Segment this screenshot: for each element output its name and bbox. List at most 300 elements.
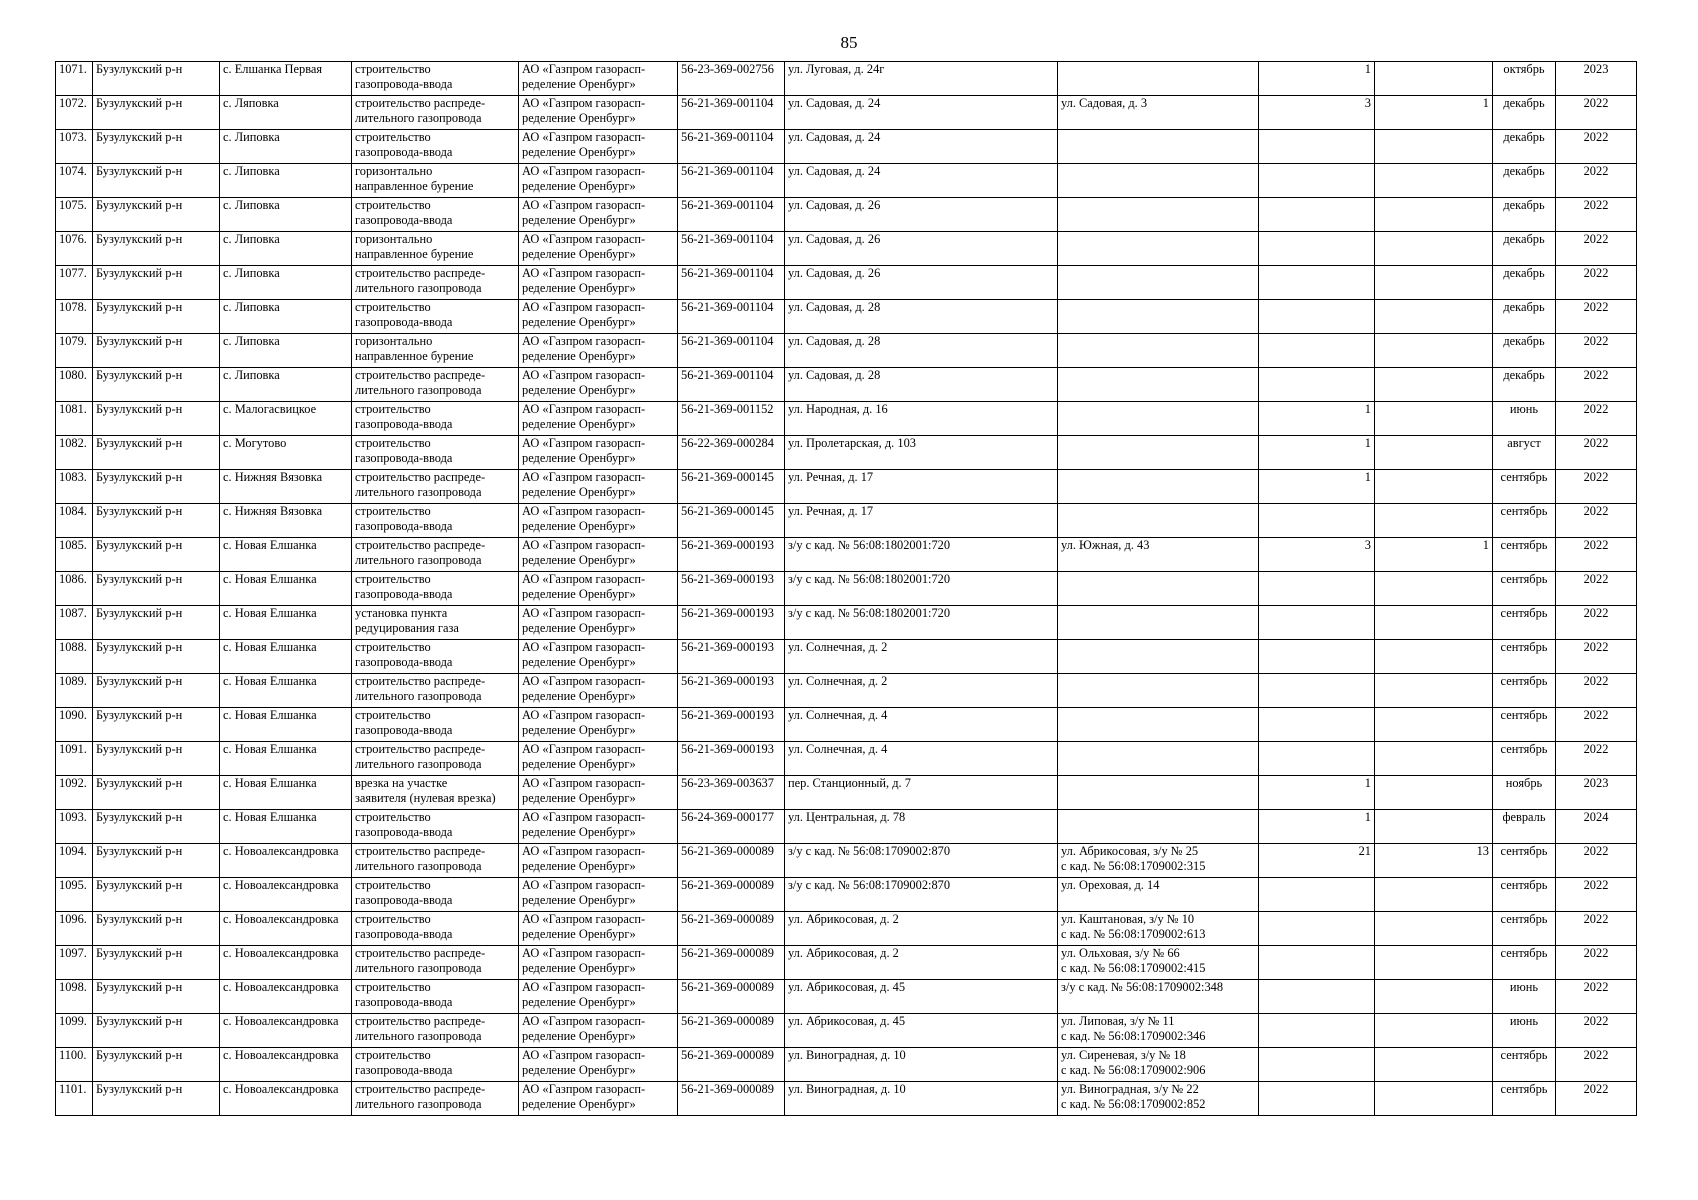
year-cell: 2022 (1556, 708, 1637, 742)
row-number-cell: 1078. (56, 300, 93, 334)
connection-address-cell (1058, 980, 1259, 1014)
count-a-cell (1259, 130, 1375, 164)
organization-cell (519, 606, 678, 640)
district-cell: Бузулукский р-н (93, 912, 220, 946)
count-b-cell (1375, 980, 1493, 1014)
count-b-cell (1375, 470, 1493, 504)
month-cell: сентябрь (1493, 878, 1556, 912)
work-type-line-1: строительство распреде- (355, 742, 486, 756)
year-cell: 2022 (1556, 640, 1637, 674)
work-type-line-2: газопровода-ввода (355, 722, 453, 737)
connection-address-cell (1058, 470, 1259, 504)
organization-cell (519, 334, 678, 368)
connection-address-line-1: ул. Виноградная, з/у № 22 (1061, 1082, 1199, 1096)
object-code-cell: 56-23-369-003637 (678, 776, 785, 810)
month-cell: сентябрь (1493, 912, 1556, 946)
count-b-cell (1375, 640, 1493, 674)
organization-line-2: ределение Оренбург» (522, 586, 636, 601)
object-code-cell: 56-21-369-000089 (678, 878, 785, 912)
row-number-cell: 1072. (56, 96, 93, 130)
organization-cell (519, 368, 678, 402)
work-type-cell (352, 708, 519, 742)
connection-address-line-2: с кад. № 56:08:1709002:315 (1061, 858, 1206, 873)
work-type-cell (352, 436, 519, 470)
connection-address-cell (1058, 368, 1259, 402)
year-cell: 2022 (1556, 300, 1637, 334)
month-cell: декабрь (1493, 198, 1556, 232)
month-cell: сентябрь (1493, 572, 1556, 606)
organization-line-1: АО «Газпром газорасп- (522, 470, 646, 484)
year-cell: 2023 (1556, 62, 1637, 96)
connection-address-cell (1058, 674, 1259, 708)
locality-cell: с. Новая Елшанка (220, 674, 352, 708)
work-type-line-1: строительство распреде- (355, 844, 486, 858)
work-type-line-1: строительство распреде- (355, 266, 486, 280)
organization-line-2: ределение Оренбург» (522, 552, 636, 567)
work-type-cell (352, 1082, 519, 1116)
count-b-cell (1375, 164, 1493, 198)
district-cell: Бузулукский р-н (93, 368, 220, 402)
connection-address-line-1: ул. Ореховая, д. 14 (1061, 878, 1160, 892)
year-cell: 2022 (1556, 96, 1637, 130)
connection-address-cell (1058, 606, 1259, 640)
count-a-cell: 1 (1259, 62, 1375, 96)
object-code-cell: 56-21-369-000193 (678, 572, 785, 606)
organization-line-2: ределение Оренбург» (522, 790, 636, 805)
district-cell: Бузулукский р-н (93, 164, 220, 198)
count-a-cell (1259, 198, 1375, 232)
work-type-line-2: лительного газопровода (355, 1028, 482, 1043)
organization-line-2: ределение Оренбург» (522, 382, 636, 397)
district-cell: Бузулукский р-н (93, 674, 220, 708)
locality-cell: с. Новая Елшанка (220, 572, 352, 606)
month-cell: февраль (1493, 810, 1556, 844)
organization-line-2: ределение Оренбург» (522, 620, 636, 635)
district-cell: Бузулукский р-н (93, 470, 220, 504)
row-number-cell: 1077. (56, 266, 93, 300)
connection-address-cell (1058, 504, 1259, 538)
address-cell: ул. Речная, д. 17 (785, 470, 1058, 504)
locality-cell: с. Новая Елшанка (220, 538, 352, 572)
work-type-line-1: горизонтально (355, 334, 433, 348)
address-cell: ул. Садовая, д. 28 (785, 334, 1058, 368)
month-cell: декабрь (1493, 300, 1556, 334)
table-row (56, 1048, 1637, 1082)
organization-line-2: ределение Оренбург» (522, 246, 636, 261)
organization-line-1: АО «Газпром газорасп- (522, 844, 646, 858)
locality-cell: с. Новоалександровка (220, 912, 352, 946)
object-code-cell: 56-21-369-000089 (678, 1082, 785, 1116)
district-cell: Бузулукский р-н (93, 606, 220, 640)
organization-line-1: АО «Газпром газорасп- (522, 96, 646, 110)
object-code-cell: 56-21-369-000089 (678, 844, 785, 878)
organization-cell (519, 946, 678, 980)
connection-address-cell (1058, 1014, 1259, 1048)
count-a-cell (1259, 266, 1375, 300)
work-type-line-1: строительство (355, 402, 431, 416)
work-type-cell (352, 606, 519, 640)
month-cell: сентябрь (1493, 470, 1556, 504)
month-cell: июнь (1493, 1014, 1556, 1048)
district-cell: Бузулукский р-н (93, 62, 220, 96)
locality-cell: с. Малогасвицкое (220, 402, 352, 436)
table-row (56, 368, 1637, 402)
work-type-cell (352, 572, 519, 606)
work-type-cell (352, 164, 519, 198)
count-b-cell (1375, 1014, 1493, 1048)
organization-cell (519, 1048, 678, 1082)
month-cell: сентябрь (1493, 708, 1556, 742)
district-cell: Бузулукский р-н (93, 1048, 220, 1082)
count-a-cell (1259, 674, 1375, 708)
connection-address-line-1: ул. Южная, д. 43 (1061, 538, 1150, 552)
organization-line-2: ределение Оренбург» (522, 824, 636, 839)
organization-line-2: ределение Оренбург» (522, 348, 636, 363)
work-type-cell (352, 1048, 519, 1082)
address-cell: ул. Солнечная, д. 2 (785, 674, 1058, 708)
district-cell: Бузулукский р-н (93, 572, 220, 606)
organization-line-1: АО «Газпром газорасп- (522, 198, 646, 212)
object-code-cell: 56-21-369-001104 (678, 368, 785, 402)
count-a-cell: 3 (1259, 538, 1375, 572)
organization-line-1: АО «Газпром газорасп- (522, 878, 646, 892)
count-a-cell: 3 (1259, 96, 1375, 130)
year-cell: 2022 (1556, 368, 1637, 402)
locality-cell: с. Новоалександровка (220, 844, 352, 878)
connection-address-cell (1058, 572, 1259, 606)
district-cell: Бузулукский р-н (93, 300, 220, 334)
district-cell: Бузулукский р-н (93, 776, 220, 810)
organization-line-1: АО «Газпром газорасп- (522, 912, 646, 926)
work-type-line-2: лительного газопровода (355, 1096, 482, 1111)
year-cell: 2022 (1556, 946, 1637, 980)
work-type-line-2: газопровода-ввода (355, 144, 453, 159)
connection-address-cell (1058, 334, 1259, 368)
table-row (56, 810, 1637, 844)
work-type-line-2: заявителя (нулевая врезка) (355, 790, 496, 805)
count-a-cell: 1 (1259, 470, 1375, 504)
year-cell: 2022 (1556, 470, 1637, 504)
organization-line-1: АО «Газпром газорасп- (522, 1014, 646, 1028)
connection-address-cell (1058, 538, 1259, 572)
connection-address-cell (1058, 266, 1259, 300)
address-cell: ул. Виноградная, д. 10 (785, 1082, 1058, 1116)
connection-address-line-2: с кад. № 56:08:1709002:613 (1061, 926, 1206, 941)
table-row (56, 674, 1637, 708)
work-type-cell (352, 402, 519, 436)
locality-cell: с. Новая Елшанка (220, 776, 352, 810)
work-type-line-1: горизонтально (355, 164, 433, 178)
work-type-line-1: строительство (355, 810, 431, 824)
object-code-cell: 56-21-369-001104 (678, 232, 785, 266)
count-b-cell (1375, 266, 1493, 300)
address-cell: ул. Садовая, д. 28 (785, 368, 1058, 402)
organization-line-2: ределение Оренбург» (522, 722, 636, 737)
row-number-cell: 1076. (56, 232, 93, 266)
month-cell: сентябрь (1493, 674, 1556, 708)
object-code-cell: 56-23-369-002756 (678, 62, 785, 96)
work-type-line-1: строительство (355, 436, 431, 450)
work-type-line-1: строительство распреде- (355, 96, 486, 110)
object-code-cell: 56-21-369-001152 (678, 402, 785, 436)
count-a-cell: 1 (1259, 776, 1375, 810)
organization-cell (519, 640, 678, 674)
count-b-cell (1375, 1048, 1493, 1082)
work-type-line-2: газопровода-ввода (355, 994, 453, 1009)
work-type-line-2: газопровода-ввода (355, 586, 453, 601)
organization-line-1: АО «Газпром газорасп- (522, 232, 646, 246)
object-code-cell: 56-24-369-000177 (678, 810, 785, 844)
count-b-cell (1375, 1082, 1493, 1116)
object-code-cell: 56-21-369-000193 (678, 708, 785, 742)
locality-cell: с. Липовка (220, 164, 352, 198)
work-type-cell (352, 980, 519, 1014)
work-type-line-2: газопровода-ввода (355, 892, 453, 907)
count-b-cell (1375, 810, 1493, 844)
work-type-cell (352, 844, 519, 878)
organization-cell (519, 470, 678, 504)
work-type-line-2: газопровода-ввода (355, 212, 453, 227)
count-a-cell (1259, 980, 1375, 1014)
row-number-cell: 1090. (56, 708, 93, 742)
row-number-cell: 1071. (56, 62, 93, 96)
organization-line-2: ределение Оренбург» (522, 212, 636, 227)
district-cell: Бузулукский р-н (93, 130, 220, 164)
work-type-cell (352, 504, 519, 538)
year-cell: 2022 (1556, 334, 1637, 368)
work-type-line-2: направленное бурение (355, 348, 474, 363)
row-number-cell: 1081. (56, 402, 93, 436)
object-code-cell: 56-21-369-000089 (678, 1014, 785, 1048)
organization-line-2: ределение Оренбург» (522, 450, 636, 465)
organization-line-2: ределение Оренбург» (522, 756, 636, 771)
year-cell: 2022 (1556, 164, 1637, 198)
month-cell: декабрь (1493, 368, 1556, 402)
object-code-cell: 56-21-369-001104 (678, 130, 785, 164)
work-type-cell (352, 198, 519, 232)
connection-address-cell (1058, 742, 1259, 776)
connection-address-cell (1058, 96, 1259, 130)
locality-cell: с. Новоалександровка (220, 1014, 352, 1048)
connection-address-cell (1058, 300, 1259, 334)
connection-address-cell (1058, 1082, 1259, 1116)
address-cell: з/у с кад. № 56:08:1709002:870 (785, 844, 1058, 878)
count-b-cell (1375, 776, 1493, 810)
count-b-cell (1375, 572, 1493, 606)
year-cell: 2022 (1556, 572, 1637, 606)
address-cell: пер. Станционный, д. 7 (785, 776, 1058, 810)
organization-line-2: ределение Оренбург» (522, 1062, 636, 1077)
count-a-cell (1259, 1082, 1375, 1116)
month-cell: июнь (1493, 980, 1556, 1014)
work-type-line-2: лительного газопровода (355, 382, 482, 397)
count-a-cell (1259, 878, 1375, 912)
count-b-cell (1375, 606, 1493, 640)
table-row (56, 96, 1637, 130)
organization-line-1: АО «Газпром газорасп- (522, 572, 646, 586)
month-cell: сентябрь (1493, 742, 1556, 776)
organization-cell (519, 1014, 678, 1048)
count-a-cell (1259, 572, 1375, 606)
organization-cell (519, 538, 678, 572)
connection-address-cell (1058, 198, 1259, 232)
organization-cell (519, 810, 678, 844)
work-type-line-1: строительство (355, 912, 431, 926)
year-cell: 2022 (1556, 1014, 1637, 1048)
locality-cell: с. Липовка (220, 266, 352, 300)
connection-address-cell (1058, 946, 1259, 980)
month-cell: декабрь (1493, 130, 1556, 164)
locality-cell: с. Нижняя Вязовка (220, 470, 352, 504)
year-cell: 2022 (1556, 844, 1637, 878)
table-row (56, 164, 1637, 198)
work-type-line-2: лительного газопровода (355, 688, 482, 703)
work-type-line-1: строительство распреде- (355, 470, 486, 484)
month-cell: июнь (1493, 402, 1556, 436)
locality-cell: с. Нижняя Вязовка (220, 504, 352, 538)
table-row (56, 708, 1637, 742)
address-cell: ул. Солнечная, д. 4 (785, 742, 1058, 776)
organization-cell (519, 266, 678, 300)
year-cell: 2022 (1556, 538, 1637, 572)
work-type-line-2: газопровода-ввода (355, 1062, 453, 1077)
work-type-line-2: газопровода-ввода (355, 824, 453, 839)
address-cell: ул. Садовая, д. 28 (785, 300, 1058, 334)
row-number-cell: 1094. (56, 844, 93, 878)
district-cell: Бузулукский р-н (93, 96, 220, 130)
year-cell: 2022 (1556, 436, 1637, 470)
organization-line-2: ределение Оренбург» (522, 178, 636, 193)
connection-address-cell (1058, 130, 1259, 164)
locality-cell: с. Новая Елшанка (220, 640, 352, 674)
row-number-cell: 1083. (56, 470, 93, 504)
address-cell: ул. Абрикосовая, д. 45 (785, 1014, 1058, 1048)
count-a-cell (1259, 946, 1375, 980)
row-number-cell: 1093. (56, 810, 93, 844)
row-number-cell: 1080. (56, 368, 93, 402)
work-type-line-2: газопровода-ввода (355, 416, 453, 431)
connection-address-line-1: ул. Липовая, з/у № 11 (1061, 1014, 1175, 1028)
year-cell: 2022 (1556, 674, 1637, 708)
month-cell: сентябрь (1493, 504, 1556, 538)
locality-cell: с. Новоалександровка (220, 1082, 352, 1116)
organization-line-2: ределение Оренбург» (522, 994, 636, 1009)
work-type-line-1: строительство (355, 980, 431, 994)
table-row (56, 1014, 1637, 1048)
connection-address-cell (1058, 776, 1259, 810)
organization-cell (519, 878, 678, 912)
address-cell: ул. Народная, д. 16 (785, 402, 1058, 436)
work-type-line-1: строительство (355, 62, 431, 76)
count-b-cell (1375, 130, 1493, 164)
locality-cell: с. Новая Елшанка (220, 810, 352, 844)
organization-line-1: АО «Газпром газорасп- (522, 334, 646, 348)
year-cell: 2022 (1556, 912, 1637, 946)
locality-cell: с. Новоалександровка (220, 878, 352, 912)
count-b-cell (1375, 946, 1493, 980)
work-type-cell (352, 776, 519, 810)
row-number-cell: 1084. (56, 504, 93, 538)
connection-address-cell (1058, 232, 1259, 266)
count-a-cell (1259, 1014, 1375, 1048)
object-code-cell: 56-21-369-001104 (678, 266, 785, 300)
address-cell: ул. Абрикосовая, д. 2 (785, 912, 1058, 946)
organization-cell (519, 402, 678, 436)
district-cell: Бузулукский р-н (93, 810, 220, 844)
organization-line-2: ределение Оренбург» (522, 1096, 636, 1111)
organization-line-2: ределение Оренбург» (522, 654, 636, 669)
count-a-cell (1259, 232, 1375, 266)
district-cell: Бузулукский р-н (93, 334, 220, 368)
page-number: 85 (840, 33, 858, 52)
row-number-cell: 1073. (56, 130, 93, 164)
district-cell: Бузулукский р-н (93, 266, 220, 300)
table-row (56, 402, 1637, 436)
count-b-cell (1375, 334, 1493, 368)
work-type-line-2: лительного газопровода (355, 756, 482, 771)
organization-cell (519, 198, 678, 232)
row-number-cell: 1092. (56, 776, 93, 810)
work-type-cell (352, 96, 519, 130)
table-row (56, 946, 1637, 980)
count-b-cell (1375, 436, 1493, 470)
count-a-cell: 1 (1259, 436, 1375, 470)
table-row (56, 844, 1637, 878)
table-row (56, 62, 1637, 96)
table-row (56, 1082, 1637, 1116)
address-cell: ул. Абрикосовая, д. 45 (785, 980, 1058, 1014)
count-a-cell (1259, 334, 1375, 368)
work-type-cell (352, 878, 519, 912)
address-cell: ул. Абрикосовая, д. 2 (785, 946, 1058, 980)
locality-cell: с. Липовка (220, 300, 352, 334)
organization-line-1: АО «Газпром газорасп- (522, 776, 646, 790)
row-number-cell: 1087. (56, 606, 93, 640)
month-cell: декабрь (1493, 266, 1556, 300)
organization-line-1: АО «Газпром газорасп- (522, 164, 646, 178)
count-b-cell (1375, 198, 1493, 232)
count-b-cell (1375, 742, 1493, 776)
work-type-line-1: строительство (355, 504, 431, 518)
month-cell: август (1493, 436, 1556, 470)
work-type-cell (352, 300, 519, 334)
district-cell: Бузулукский р-н (93, 538, 220, 572)
table-row (56, 538, 1637, 572)
count-a-cell (1259, 912, 1375, 946)
object-code-cell: 56-21-369-000193 (678, 674, 785, 708)
table-row (56, 232, 1637, 266)
district-cell: Бузулукский р-н (93, 198, 220, 232)
work-type-cell (352, 130, 519, 164)
organization-cell (519, 742, 678, 776)
locality-cell: с. Новоалександровка (220, 1048, 352, 1082)
work-type-line-1: строительство распреде- (355, 368, 486, 382)
table-row (56, 470, 1637, 504)
work-type-line-2: лительного газопровода (355, 280, 482, 295)
table-row (56, 504, 1637, 538)
locality-cell: с. Новоалександровка (220, 980, 352, 1014)
object-code-cell: 56-21-369-001104 (678, 198, 785, 232)
organization-line-2: ределение Оренбург» (522, 858, 636, 873)
table-row (56, 980, 1637, 1014)
organization-line-2: ределение Оренбург» (522, 416, 636, 431)
organization-line-1: АО «Газпром газорасп- (522, 266, 646, 280)
district-cell: Бузулукский р-н (93, 878, 220, 912)
district-cell: Бузулукский р-н (93, 708, 220, 742)
connection-address-line-2: с кад. № 56:08:1709002:346 (1061, 1028, 1206, 1043)
row-number-cell: 1089. (56, 674, 93, 708)
organization-line-2: ределение Оренбург» (522, 314, 636, 329)
